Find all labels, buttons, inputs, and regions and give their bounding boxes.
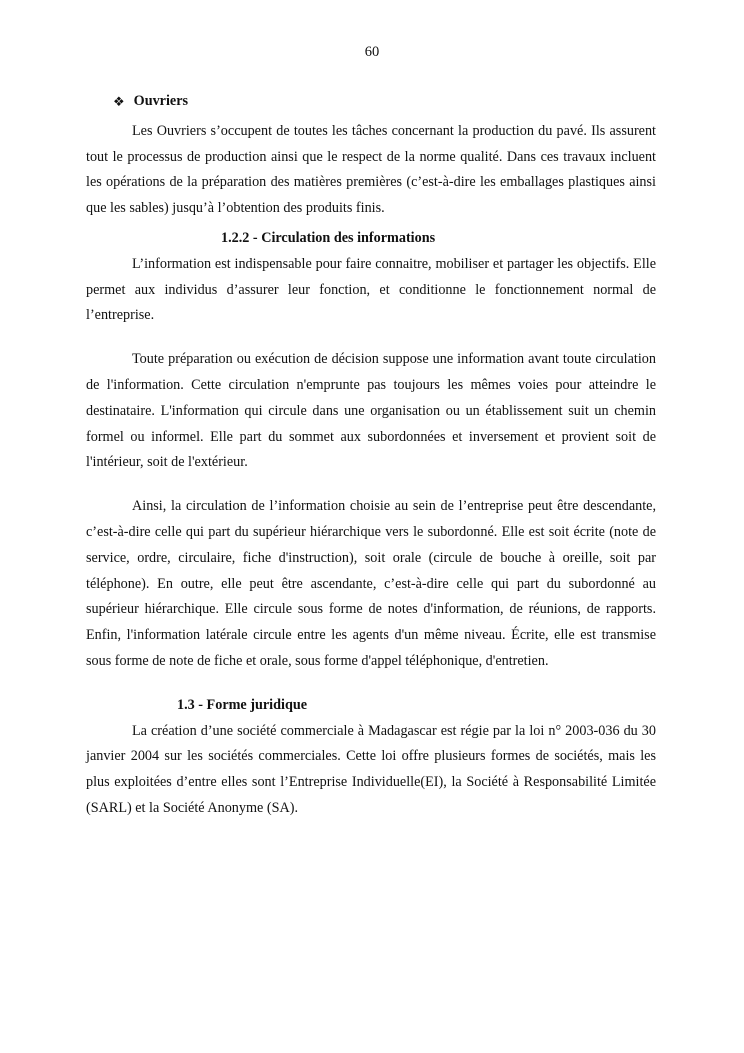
- diamond-bullet-icon: ❖: [113, 94, 125, 109]
- section-heading-1-3: 1.3 - Forme juridique: [177, 696, 308, 713]
- circulation-paragraph-1: L’information est indispensable pour faire connaitre, mobiliser et partager les objectifs. Elle permet aux individus d’assurer leur fonction, et conditionne le fonctionnement normal de l’entreprise.: [86, 255, 656, 324]
- ouvriers-heading-text: Ouvriers: [133, 93, 189, 109]
- section-heading-1-2-2: 1.2.2 - Circulation des informations: [221, 229, 436, 246]
- page-number: 60: [364, 44, 380, 60]
- circulation-paragraph-2: Toute préparation ou exécution de décision suppose une information avant toute circulation de l'information. Cette circulation n'emprunte pas toujours les mêmes voies pour atteindre le destinataire. L'information qui circule dans une organisation ou un établissement suit un chemin formel ou informel. Elle part du sommet aux subordonnées et inversement et provient soit de l'intérieur, soit de l'extérieur.: [86, 351, 656, 471]
- ouvriers-heading: [113, 89, 656, 115]
- ouvriers-paragraph: Les Ouvriers s’occupent de toutes les tâches concernant la production du pavé. Ils assurent tout le processus de production ainsi que le respect de la norme qualité. Dans ces travaux incluent les opérations de la préparation des matières premières (c’est-à-dire les emballages plastiques ainsi que les sables) jusqu’à l’obtention des produits finis.: [86, 122, 656, 217]
- forme-juridique-paragraph: La création d’une société commerciale à Madagascar est régie par la loi n° 2003-036 du 30 janvier 2004 sur les sociétés commerciales. Cette loi offre plusieurs formes de sociétés, mais les plus exploitées d’entre elles sont l’Entreprise Individuelle(EI), la Société à Responsabilité Limitée (SARL) et la Société Anonyme (SA).: [86, 722, 656, 816]
- circulation-paragraph-3: Ainsi, la circulation de l’information choisie au sein de l’entreprise peut être descendante, c’est-à-dire celle qui part du supérieur hiérarchique vers le subordonné. Elle est soit écrite (note de service, ordre, circulaire, fiche d'instruction), soit orale (circule de bouche à oreille, soit par téléphone). En outre, elle peut être ascendante, c’est-à-dire celle qui part du subordonné au supérieur hiérarchique. Elle circule sous forme de notes d'information, de réunions, de rapports. Enfin, l'information latérale circule entre les agents d'un même niveau. Écrite, elle est transmise sous forme de note de fiche et orale, sous forme d'appel téléphonique, d'entretien.: [86, 498, 656, 669]
- page-content: [86, 89, 656, 822]
